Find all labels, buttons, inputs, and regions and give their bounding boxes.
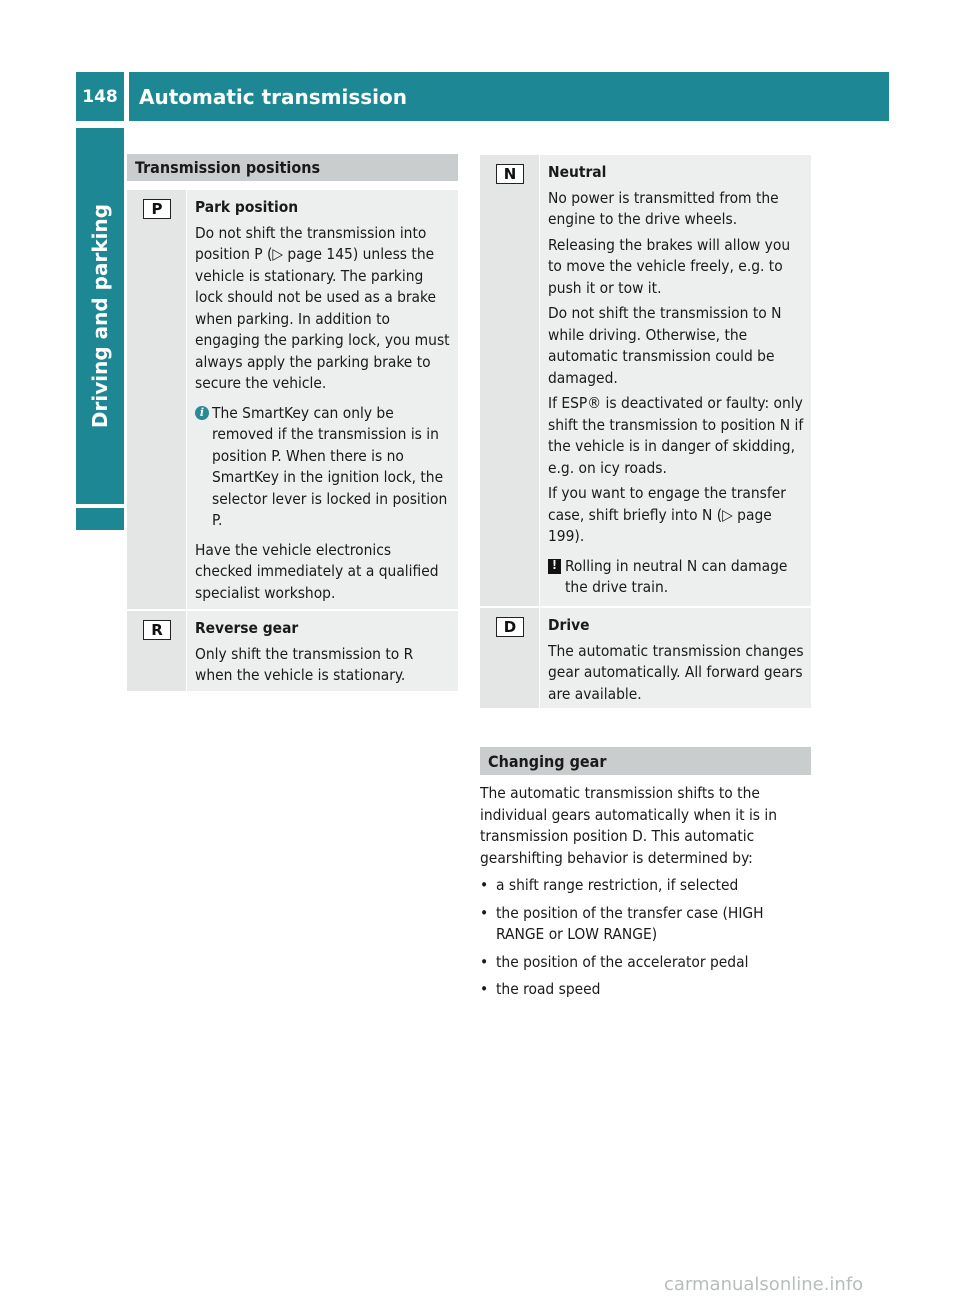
info-icon: i bbox=[195, 406, 209, 420]
row-title: Reverse gear bbox=[195, 619, 299, 637]
symbol-cell-n bbox=[480, 155, 539, 606]
row-title: Drive bbox=[548, 616, 590, 634]
list-item: • the position of the accelerator pedal bbox=[480, 952, 749, 971]
row-text: Releasing the brakes will allow you to move the vehicle freely, e.g. to push it or tow it. bbox=[548, 235, 791, 297]
info-note-text: The SmartKey can only be removed if the transmission is in position P. When there is no SmartKey in the ignition lock, the selector lever is locked in position P. bbox=[212, 403, 448, 529]
warning-icon: ! bbox=[548, 559, 561, 574]
row-text: Do not shift the transmission to N while driving. Otherwise, the automatic transmission could be damaged. bbox=[548, 304, 782, 387]
chapter-label: Driving and parking bbox=[88, 203, 112, 429]
warning-note bbox=[548, 556, 805, 599]
row-text: Have the vehicle electronics checked immediately at a qualified specialist workshop. bbox=[195, 540, 439, 602]
changing-gear-intro: The automatic transmission shifts to the individual gears automatically when it is in transmission position D. This automatic gearshifting behavior is determined by: bbox=[480, 784, 778, 867]
list-item-text: a shift range restriction, if selected bbox=[496, 876, 739, 894]
row-title: Park position bbox=[195, 198, 299, 216]
section-heading-transmission-positions: Transmission positions bbox=[127, 154, 458, 181]
symbol-cell-p bbox=[127, 190, 186, 609]
section-heading-changing-gear: Changing gear bbox=[480, 747, 811, 775]
row-title: Neutral bbox=[548, 163, 607, 181]
reverse-key-icon: R bbox=[143, 620, 171, 640]
neutral-key-icon: N bbox=[496, 164, 524, 184]
list-item: • the position of the transfer case (HIGH RANGE or LOW RANGE) bbox=[480, 903, 764, 943]
row-drive bbox=[540, 608, 811, 708]
row-text: Only shift the transmission to R when the vehicle is stationary. bbox=[195, 644, 414, 684]
chapter-side-tab bbox=[76, 128, 124, 504]
info-note bbox=[195, 403, 452, 532]
row-reverse-gear bbox=[187, 611, 458, 691]
watermark: carmanualsonline.info bbox=[664, 1274, 864, 1295]
row-text: If you want to engage the transfer case, shift briefly into N (▷ page 199). bbox=[548, 484, 786, 545]
warning-note-text: Rolling in neutral N can damage the drive train. bbox=[565, 556, 788, 596]
row-text: No power is transmitted from the engine to the drive wheels. bbox=[548, 188, 779, 228]
drive-key-icon: D bbox=[496, 617, 524, 637]
list-item-text: the position of the transfer case (HIGH RANGE or LOW RANGE) bbox=[496, 903, 764, 943]
row-text: If ESP® is deactivated or faulty: only shift the transmission to position N if the vehicle is in danger of skidding, e.g. on icy roads. bbox=[548, 394, 804, 477]
list-item: • the road speed bbox=[480, 980, 601, 998]
row-text: Do not shift the transmission into position P (▷ page 145) unless the vehicle is stationary. The parking lock should not be used as a brake when parking. In addition to engaging the parking lock, you must always apply the parking brake to secure the vehicle. bbox=[195, 223, 450, 392]
list-item-text: the road speed bbox=[496, 980, 601, 998]
row-text: The automatic transmission changes gear automatically. All forward gears are available. bbox=[548, 641, 804, 703]
row-neutral bbox=[540, 155, 811, 606]
page-title: Automatic transmission bbox=[129, 72, 889, 121]
list-item: • a shift range restriction, if selected bbox=[480, 876, 739, 894]
page-number: 148 bbox=[76, 72, 124, 121]
list-item-text: the position of the accelerator pedal bbox=[496, 952, 749, 971]
chapter-marker bbox=[76, 508, 124, 530]
row-park-position bbox=[187, 190, 458, 609]
symbol-cell-d bbox=[480, 608, 539, 708]
changing-gear-body bbox=[480, 783, 811, 1007]
park-key-icon: P bbox=[143, 199, 171, 219]
symbol-cell-r bbox=[127, 611, 186, 691]
